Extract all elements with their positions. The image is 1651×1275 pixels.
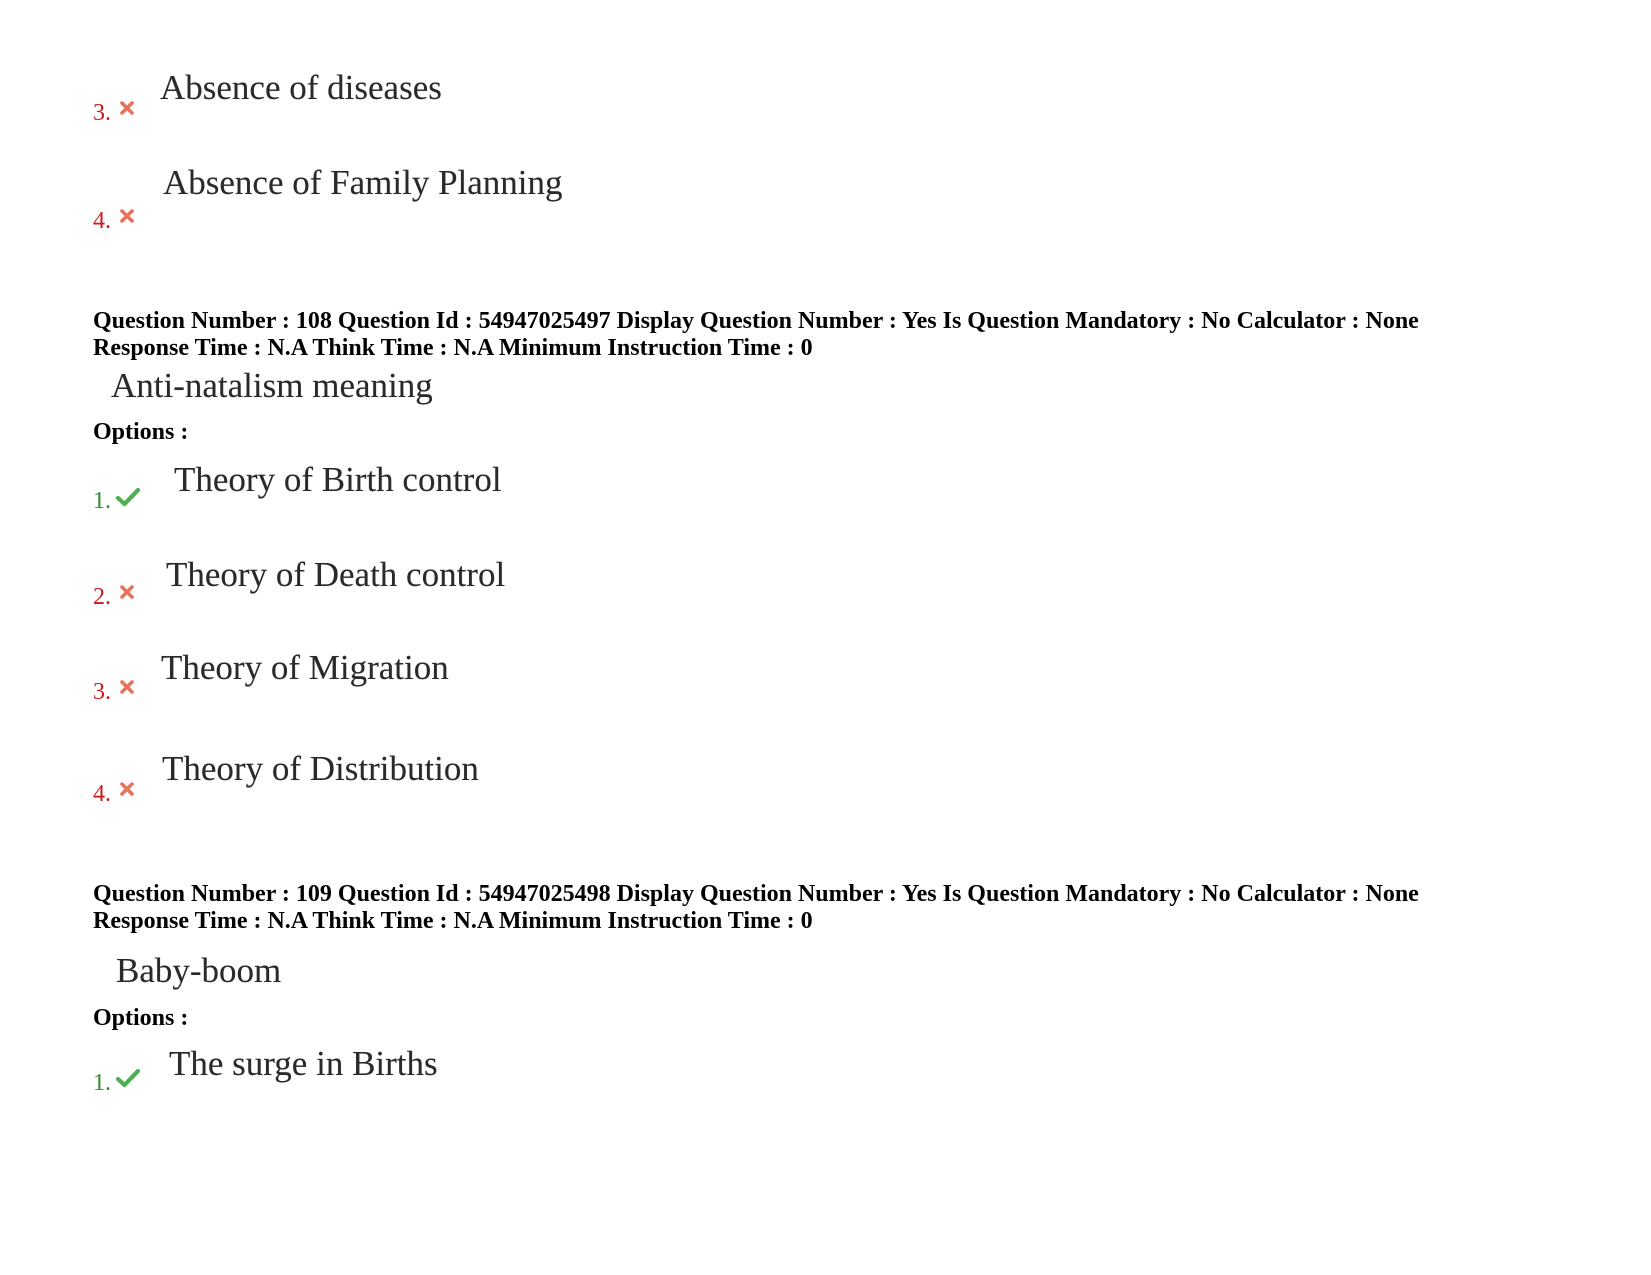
option-number-text: 4. bbox=[93, 781, 111, 807]
option-number bbox=[93, 489, 111, 513]
option-text: Theory of Death control bbox=[166, 555, 506, 594]
option-number-text: 4. bbox=[93, 208, 111, 234]
option-text: Absence of Family Planning bbox=[163, 163, 563, 202]
option-number bbox=[93, 680, 111, 704]
option-number-text: 3. bbox=[93, 679, 111, 705]
question-meta-line-2: Response Time : N.A Think Time : N.A Minimum Instruction Time : 0 bbox=[93, 908, 813, 934]
option-text: Theory of Birth control bbox=[174, 460, 502, 499]
cross-icon bbox=[119, 100, 135, 116]
option-number-text: 1. bbox=[93, 488, 111, 514]
option-number-text: 1. bbox=[93, 1070, 111, 1096]
option-number-text: 2. bbox=[93, 584, 111, 610]
question-meta-line-2: Response Time : N.A Think Time : N.A Minimum Instruction Time : 0 bbox=[93, 335, 813, 361]
option-text: Absence of diseases bbox=[160, 68, 442, 107]
options-label: Options : bbox=[93, 419, 189, 445]
question-meta-line-1: Question Number : 108 Question Id : 54947025497 Display Question Number : Yes Is Question Mandatory : No Calculator : None bbox=[93, 308, 1419, 334]
option-text: Theory of Distribution bbox=[162, 749, 479, 788]
option-text: The surge in Births bbox=[169, 1044, 438, 1083]
check-icon bbox=[116, 487, 140, 507]
option-number bbox=[93, 782, 111, 806]
check-icon bbox=[116, 1068, 140, 1088]
question-meta-line-1: Question Number : 109 Question Id : 54947025498 Display Question Number : Yes Is Question Mandatory : No Calculator : None bbox=[93, 881, 1419, 907]
option-number bbox=[93, 101, 111, 125]
option-number bbox=[93, 585, 111, 609]
question-text: Anti-natalism meaning bbox=[111, 366, 433, 405]
option-number-text: 3. bbox=[93, 100, 111, 126]
cross-icon bbox=[119, 679, 135, 695]
cross-icon bbox=[119, 208, 135, 224]
option-number bbox=[93, 1071, 111, 1095]
question-text: Baby-boom bbox=[116, 951, 282, 990]
options-label: Options : bbox=[93, 1005, 189, 1031]
option-text: Theory of Migration bbox=[161, 648, 449, 687]
cross-icon bbox=[119, 781, 135, 797]
option-number bbox=[93, 209, 111, 233]
cross-icon bbox=[119, 584, 135, 600]
